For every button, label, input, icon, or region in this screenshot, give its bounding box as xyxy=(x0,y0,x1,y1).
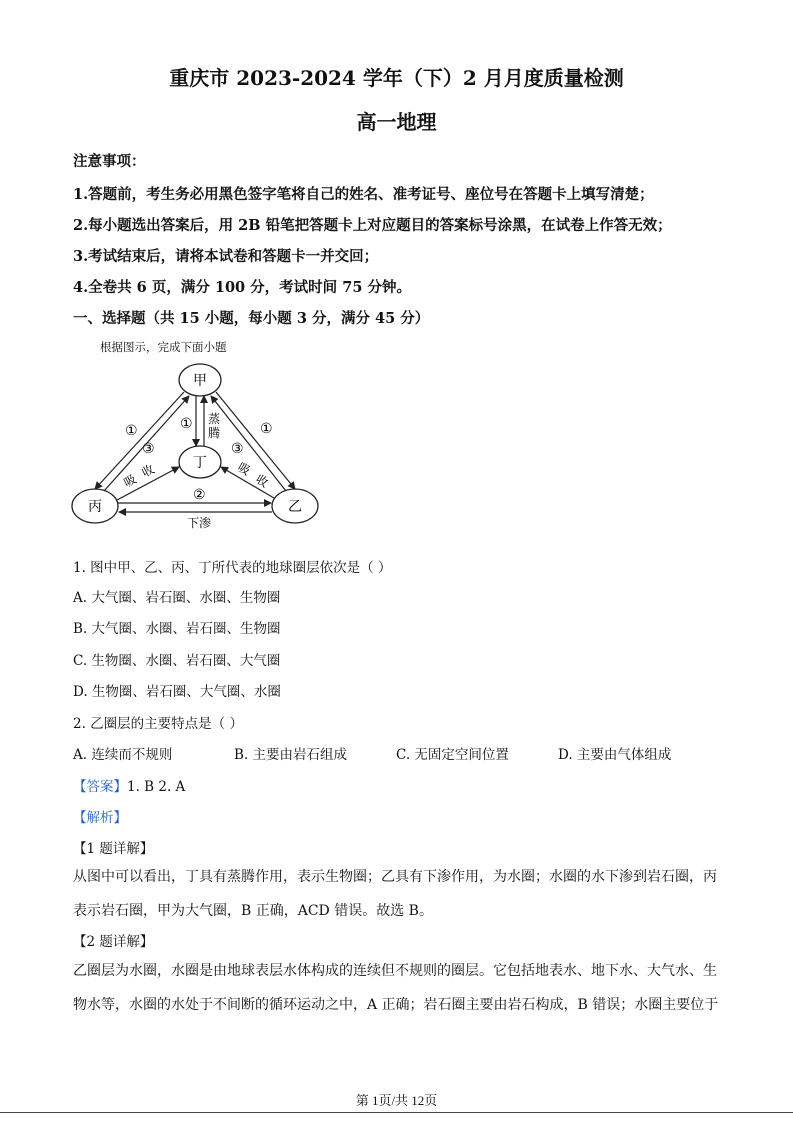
notice-item-3: 3.考试结束后，请将本试卷和答题卡一并交回； xyxy=(73,248,379,265)
q2-option-d[interactable]: D. 主要由气体组成 xyxy=(558,747,672,763)
node-jia-label: 甲 xyxy=(193,373,207,389)
detail-1-text: 从图中可以看出，丁具有蒸腾作用，表示生物圈；乙具有下渗作用，为水圈；水圈的水下渗到岩石圈，丙表示岩石圈，甲为大气圈，B 正确，ACD 错误。故选 B。 xyxy=(73,869,717,919)
answer-text: 1. B 2. A xyxy=(127,779,186,795)
label-1-left: ① xyxy=(125,423,138,439)
q2-option-c[interactable]: C. 无固定空间位置 xyxy=(396,747,509,763)
q1-option-d[interactable]: D. 生物圈、岩石圈、大气圈、水圈 xyxy=(73,684,281,700)
answer-line xyxy=(73,775,185,795)
notice-item-4: 4.全卷共 6 页，满分 100 分，考试时间 75 分钟。 xyxy=(73,279,411,296)
exam-subject: 高一地理 xyxy=(356,110,437,134)
label-teng: 腾 xyxy=(208,426,221,440)
exam-title: 重庆市 2023-2024 学年（下）2 月月度质量检测 xyxy=(169,66,624,90)
analysis-tag: 【解析】 xyxy=(73,810,127,826)
earth-spheres-diagram xyxy=(60,355,330,535)
q1-stem: 1. 图中甲、乙、丙、丁所代表的地球圈层依次是（ ） xyxy=(73,560,392,576)
label-shou-right: 收 xyxy=(253,471,271,491)
arrow-jia-yi xyxy=(216,392,295,489)
node-yi-label: 乙 xyxy=(288,499,302,515)
notice-heading: 注意事项： xyxy=(73,153,146,170)
q1-option-a[interactable]: A. 大气圈、岩石圈、水圈、生物圈 xyxy=(73,590,281,606)
node-ding-label: 丁 xyxy=(193,455,207,471)
label-shou-left: 收 xyxy=(139,461,157,480)
label-xi-left: 吸 xyxy=(121,471,139,490)
q2-stem: 2. 乙圈层的主要特点是（ ） xyxy=(73,716,243,732)
label-1-right: ① xyxy=(260,421,273,437)
label-zheng: 蒸 xyxy=(208,412,221,426)
label-3-right: ③ xyxy=(231,441,244,457)
q1-option-c[interactable]: C. 生物圈、水圈、岩石圈、大气圈 xyxy=(73,653,281,669)
page-footer: 第 1页/共 12页 xyxy=(355,1093,438,1108)
label-xiashen: 下渗 xyxy=(187,516,212,530)
answer-tag: 【答案】 xyxy=(73,779,127,795)
section-heading: 一、选择题（共 15 小题，每小题 3 分，满分 45 分） xyxy=(73,310,430,327)
diagram-caption: 根据图示，完成下面小题 xyxy=(100,340,227,354)
arrow-jia-bing xyxy=(95,392,184,489)
arrow-yi-jia xyxy=(211,396,286,491)
q2-option-b[interactable]: B. 主要由岩石组成 xyxy=(234,747,348,763)
label-1-center: ① xyxy=(180,416,193,432)
node-bing-label: 丙 xyxy=(88,499,102,515)
notice-item-2: 2.每小题选出答案后，用 2B 铅笔把答题卡上对应题目的答案标号涂黑，在试卷上作答无效； xyxy=(73,217,672,234)
notice-item-1: 1.答题前，考生务必用黑色签字笔将自己的姓名、准考证号、座位号在答题卡上填写清楚； xyxy=(73,186,654,203)
q2-option-a[interactable]: A. 连续而不规则 xyxy=(73,747,173,763)
label-3-left: ③ xyxy=(142,441,155,457)
label-2-bottom: ② xyxy=(193,487,206,503)
detail-2-text: 乙圈层为水圈，水圈是由地球表层水体构成的连续但不规则的圈层。它包括地表水、地下水、大气水、生物水等，水圈的水处于不间断的循环运动之中，A 正确；岩石圈主要由岩石构成，B 错误；水圈主要位于 xyxy=(73,963,719,1013)
label-xi-right: 吸 xyxy=(235,459,253,479)
detail-2-heading: 【2 题详解】 xyxy=(73,934,154,950)
q1-option-b[interactable]: B. 大气圈、水圈、岩石圈、生物圈 xyxy=(73,621,281,637)
footer-divider xyxy=(0,1112,793,1113)
detail-1-heading: 【1 题详解】 xyxy=(73,841,154,857)
